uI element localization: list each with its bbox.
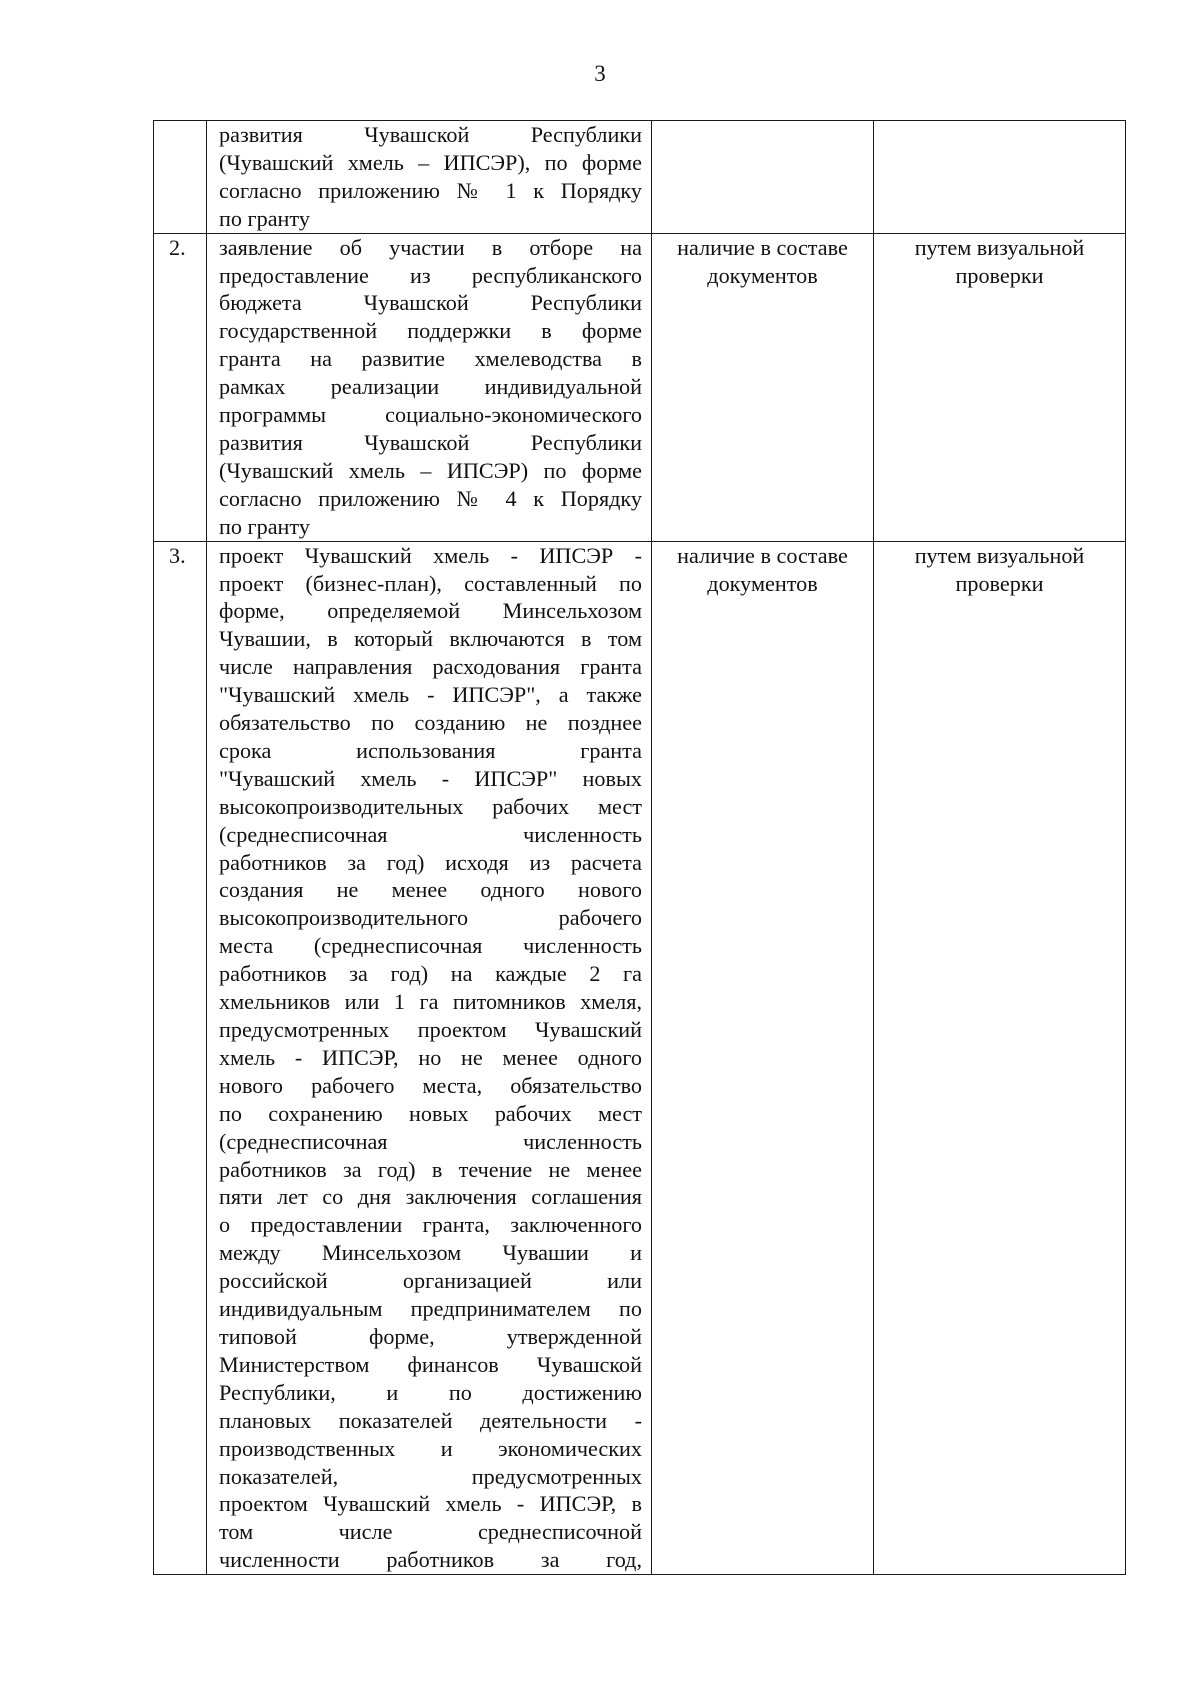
text-line: места (среднесписочная численность — [219, 933, 642, 959]
criterion-cell — [652, 121, 874, 234]
text-line: развития Чувашской Республики — [219, 122, 642, 147]
text-line: производственных и экономических — [219, 1435, 642, 1461]
text-line: числе направления расходования гранта — [219, 654, 642, 680]
criteria-table — [153, 120, 1126, 1575]
method-cell: путем визуальной проверки — [874, 233, 1126, 541]
text-line: (Чувашский хмель – ИПСЭР) по форме — [219, 457, 642, 483]
text-line: типовой форме, утвержденной — [219, 1323, 642, 1349]
text-line: хмель - ИПСЭР, но не менее одного — [219, 1044, 642, 1070]
text-line: высокопроизводительных рабочих мест — [219, 793, 642, 819]
text-line: хмельников или 1 га питомников хмеля, — [219, 989, 642, 1015]
method-cell — [874, 121, 1126, 234]
text-line: по гранту — [219, 513, 310, 539]
text-line: показателей, предусмотренных — [219, 1463, 642, 1489]
text-line: высокопроизводительного рабочего — [219, 905, 642, 931]
text-line: плановых показателей деятельности - — [219, 1407, 642, 1433]
text-line: работников за год) в течение не менее — [219, 1156, 642, 1182]
row-number — [154, 121, 207, 234]
text-line: развития Чувашской Республики — [219, 429, 642, 455]
row-number: 2. — [154, 233, 207, 541]
text-line: "Чувашский хмель - ИПСЭР" новых — [219, 765, 642, 791]
text-line: срока использования гранта — [219, 737, 642, 763]
text-line: согласно приложению № 1 к Порядку — [219, 177, 642, 203]
text-line: (среднесписочная численность — [219, 1128, 642, 1154]
text-line: работников за год) исходя из расчета — [219, 849, 642, 875]
table-row — [154, 541, 1126, 1575]
criterion-cell: наличие в составе документов — [652, 233, 874, 541]
row-number: 3. — [154, 541, 207, 1575]
text-line: предусмотренных проектом Чувашский — [219, 1017, 642, 1042]
text-line: проектом Чувашский хмель - ИПСЭР, в — [219, 1491, 642, 1517]
text-line: "Чувашский хмель - ИПСЭР", а также — [219, 682, 642, 708]
text-line: обязательство по созданию не позднее — [219, 710, 642, 736]
text-line: программы социально-экономического — [219, 402, 642, 428]
text-line: бюджета Чувашской Республики — [219, 290, 642, 316]
text-line: заявление об участии в отборе на — [219, 234, 642, 260]
text-line: между Минсельхозом Чувашии и — [219, 1240, 642, 1266]
text-line: индивидуальным предпринимателем по — [219, 1296, 642, 1322]
text-line: численности работников за год, — [219, 1547, 642, 1573]
text-line: согласно приложению № 4 к Порядку — [219, 485, 642, 511]
text-line: по гранту — [219, 205, 310, 231]
text-line: (среднесписочная численность — [219, 821, 642, 847]
table-row — [154, 121, 1126, 234]
text-line: проект (бизнес-план), составленный по — [219, 570, 642, 596]
table-row — [154, 233, 1126, 541]
text-line: рамках реализации индивидуальной — [219, 374, 642, 400]
text-line: о предоставлении гранта, заключенного — [219, 1212, 642, 1238]
text-line: нового рабочего места, обязательство — [219, 1072, 642, 1098]
page-number: 3 — [594, 61, 606, 86]
text-line: российской организацией или — [219, 1268, 642, 1294]
text-line: (Чувашский хмель – ИПСЭР), по форме — [219, 149, 642, 175]
text-line: работников за год) на каждые 2 га — [219, 961, 642, 987]
criterion-cell: наличие в составе документов — [652, 541, 874, 1575]
text-line: Министерством финансов Чувашской — [219, 1351, 642, 1377]
text-line: форме, определяемой Минсельхозом — [219, 598, 642, 624]
text-line: гранта на развитие хмелеводства в — [219, 346, 642, 372]
method-cell: путем визуальной проверки — [874, 541, 1126, 1575]
text-line: создания не менее одного нового — [219, 877, 642, 903]
text-line: предоставление из республиканского — [219, 262, 642, 288]
document-description — [207, 121, 652, 234]
text-line: Чувашии, в который включаются в том — [219, 626, 642, 652]
text-line: по сохранению новых рабочих мест — [219, 1100, 642, 1126]
document-description — [207, 233, 652, 541]
document-description — [207, 541, 652, 1575]
text-line: пяти лет со дня заключения соглашения — [219, 1184, 642, 1210]
text-line: Республики, и по достижению — [219, 1379, 642, 1405]
text-line: том числе среднесписочной — [219, 1519, 642, 1545]
text-line: проект Чувашский хмель - ИПСЭР - — [219, 542, 642, 568]
text-line: государственной поддержки в форме — [219, 318, 642, 344]
